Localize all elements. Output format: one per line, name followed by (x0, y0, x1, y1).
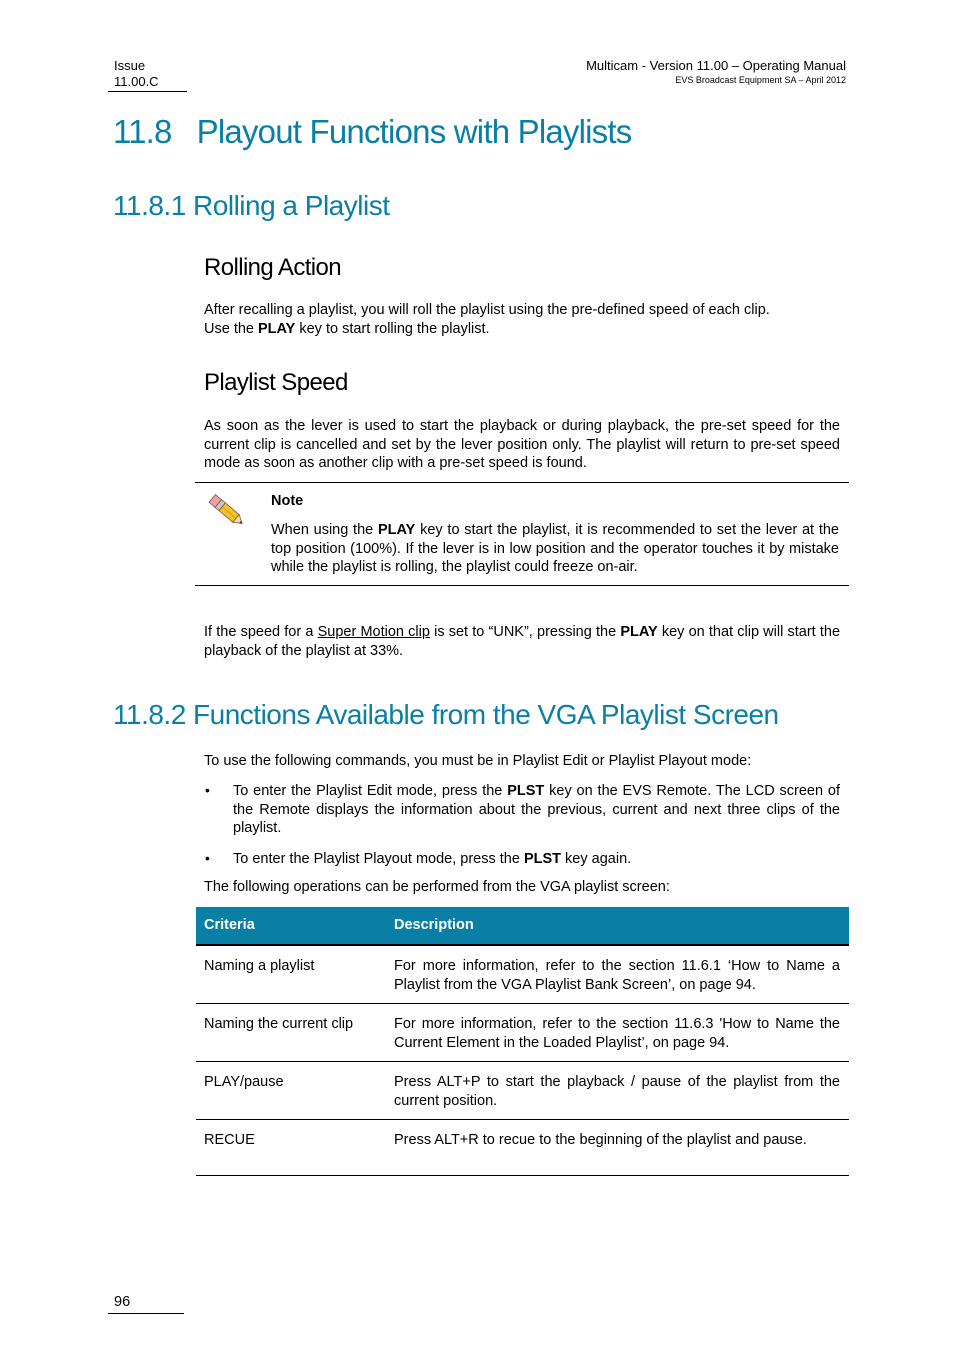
criteria-cell: PLAY/pause (196, 1062, 386, 1120)
header-divider (108, 91, 187, 92)
table-row (196, 1062, 849, 1120)
note-title: Note (271, 493, 304, 509)
note-top-rule (195, 482, 849, 483)
operations-table (196, 907, 849, 1176)
note-play-key: PLAY (377, 522, 416, 538)
bullet-item-edit-mode: To enter the Playlist Edit mode, press the PLST key on the EVS Remote. The LCD screen of the Remote displays the information about the previous, current and next three clips of the playlist. (233, 783, 841, 836)
heading-rolling-action: Rolling Action (204, 254, 342, 281)
bullet-marker: • (205, 782, 210, 798)
unk-play-key: PLAY (620, 624, 658, 640)
description-cell: Press ALT+R to recue to the beginning of the playlist and pause. (386, 1120, 849, 1176)
issue-label: Issue (114, 58, 146, 73)
table-row (196, 1004, 849, 1062)
footer-divider (108, 1313, 184, 1314)
table-header-row (196, 907, 849, 945)
play-key-label: PLAY (258, 320, 296, 337)
section-title: 11.8 Playout Functions with Playlists (113, 113, 632, 150)
bullet-marker: • (205, 850, 210, 866)
description-cell: For more information, refer to the section 11.6.1 ‘How to Name a Playlist from the VGA Playlist Bank Screen’, on page 94. (386, 945, 849, 1004)
subsection-title-rolling: 11.8.1 Rolling a Playlist (113, 190, 390, 221)
manual-title: Multicam - Version 11.00 – Operating Manual (586, 58, 846, 73)
speed-paragraph: As soon as the lever is used to start the playback or during playback, the pre-set speed for the current clip is cancelled and set by the lever position only. The playlist will return to pre-set speed mode as soon as another clip with a pre-set speed is found. (204, 418, 840, 471)
pencil-icon (204, 489, 248, 531)
publisher-line: EVS Broadcast Equipment SA – April 2012 (675, 75, 846, 85)
ops-intro: The following operations can be performed from the VGA playlist screen: (204, 879, 670, 895)
note-body: When using the PLAY key to start the playlist, it is recommended to set the lever at the top position (100%). If the lever is in low position and the operator touches it by mistake while the playlist is rolling, the playlist could freeze on-air. (271, 522, 839, 575)
vga-intro: To use the following commands, you must be in Playlist Edit or Playlist Playout mode: (204, 753, 752, 769)
description-cell: Press ALT+P to start the playback / pause of the playlist from the current position. (386, 1062, 849, 1120)
column-header-description: Description (386, 907, 849, 945)
rolling-paragraph (204, 301, 840, 338)
page-number: 96 (114, 1294, 131, 1310)
table-row (196, 945, 849, 1004)
unk-paragraph: If the speed for a Super Motion clip is set to “UNK”, pressing the PLAY key on that clip will start the playback of the playlist at 33%. (204, 624, 841, 659)
column-header-criteria: Criteria (196, 907, 386, 945)
rolling-line-2: Use the PLAY key to start rolling the playlist. (204, 320, 490, 337)
rolling-line-1: After recalling a playlist, you will roll the playlist using the pre-defined speed of each clip. (204, 302, 770, 318)
description-cell: For more information, refer to the section 11.6.3 'How to Name the Current Element in the Loaded Playlist’, on page 94. (386, 1004, 849, 1062)
subsection-title-vga: 11.8.2 Functions Available from the VGA Playlist Screen (113, 699, 779, 730)
criteria-cell: RECUE (196, 1120, 386, 1176)
note-bottom-rule (195, 585, 849, 586)
table-row (196, 1120, 849, 1176)
header-right (586, 58, 846, 86)
issue-block (114, 58, 159, 90)
criteria-cell: Naming a playlist (196, 945, 386, 1004)
criteria-cell: Naming the current clip (196, 1004, 386, 1062)
bullet-item-playout-mode: To enter the Playlist Playout mode, press the PLST key again. (233, 851, 632, 867)
heading-playlist-speed: Playlist Speed (204, 369, 348, 396)
issue-number: 11.00.C (114, 74, 159, 89)
super-motion-clip-link[interactable]: Super Motion clip (317, 624, 430, 640)
